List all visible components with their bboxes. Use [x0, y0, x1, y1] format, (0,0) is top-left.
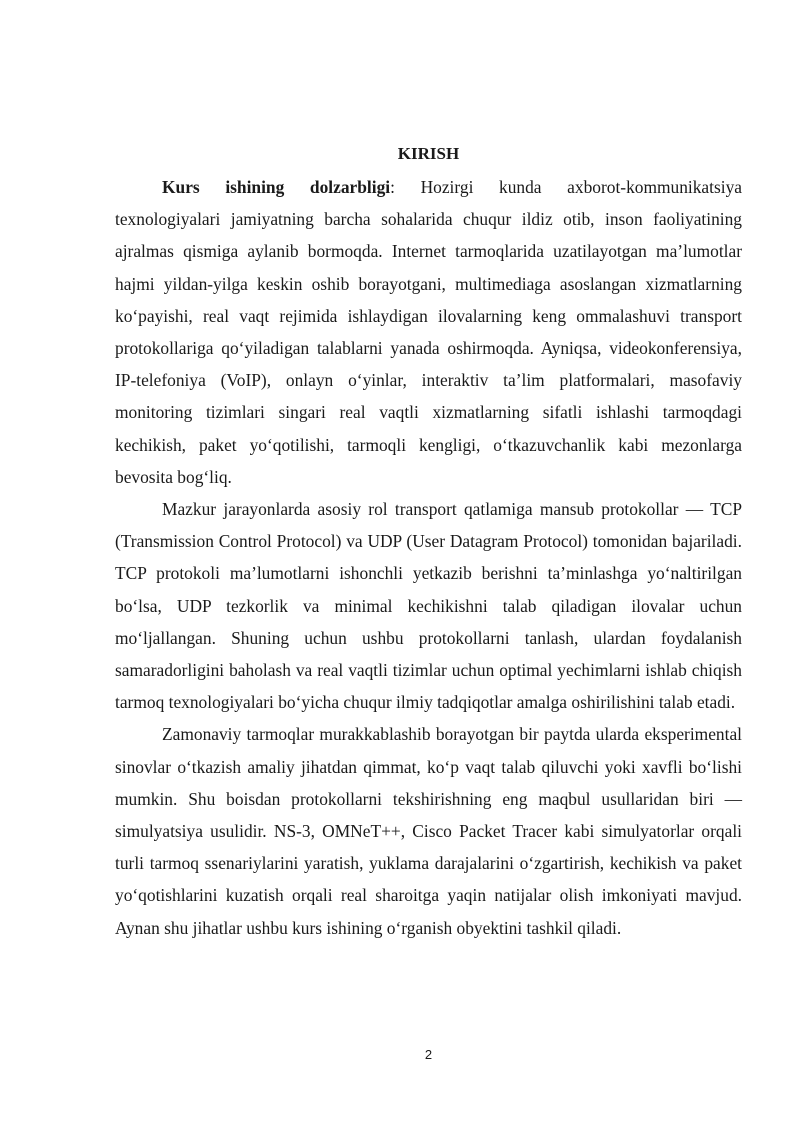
paragraph-protocols: Mazkur jarayonlarda asosiy rol transport qatlamiga mansub protokollar — TCP (Transmission Control Protocol) va UDP (User Datagram Protocol) tomonidan bajariladi. TCP protokoli ma’lumotlarni ishonchli yetkazib berishni ta’minlashga yo‘naltirilgan bo‘lsa, UDP tezkorlik va minimal kechikishni talab qiladigan ilovalar uchun mo‘ljallangan. Shuning uchun ushbu protokollarni tanlash, ulardan foydalanish samaradorligini baholash va real vaqtli tizimlar uchun optimal yechimlarni ishlab chiqish tarmoq texnologiyalari bo‘yicha chuqur ilmiy tadqiqotlar amalga oshirilishini talab etadi. [115, 499, 742, 713]
paragraph-lead: Kurs ishining dolzarbligi [162, 177, 391, 197]
paragraph-relevance [115, 171, 742, 493]
body-text [115, 171, 742, 944]
page-number: 2 [424, 1047, 433, 1062]
paragraph-text: : Hozirgi kunda axborot-kommunikatsiya texnologiyalari jamiyatning barcha sohalarida chuqur ildiz otib, inson faoliyatining ajralmas qismiga aylanib bormoqda. Internet tarmoqlarida uzatilayotgan ma’lumotlar hajmi yildan-yilga keskin oshib borayotgani, multimediaga asoslangan xizmatlarning ko‘payishi, real vaqt rejimida ishlaydigan ilovalarning keng ommalashuvi transport protokollariga qo‘yiladigan talablarni yanada oshirmoqda. Ayniqsa, videokonferensiya, IP-telefoniya (VoIP), onlayn o‘yinlar, interaktiv ta’lim platformalari, masofaviy monitoring tizimlari singari real vaqtli xizmatlarning sifatli ishlashi tarmoqdagi kechikish, paket yo‘qotilishi, tarmoqli kengligi, o‘tkazuvchanlik kabi mezonlarga bevosita bog‘liq. [115, 177, 742, 487]
paragraph-simulation: Zamonaviy tarmoqlar murakkablashib borayotgan bir paytda ularda eksperimental sinovlar o‘tkazish amaliy jihatdan qimmat, ko‘p vaqt talab qiluvchi yoki xavfli bo‘lishi mumkin. Shu boisdan protokollarni tekshirishning eng maqbul usullaridan biri — simulyatsiya usulidir. NS-3, OMNeT++, Cisco Packet Tracer kabi simulyatorlar orqali turli tarmoq ssenariylarini yaratish, yuklama darajalarini o‘zgartirish, kechikish va paket yo‘qotishlarini kuzatish orqali real sharoitga yaqin natijalar olish imkoniyati mavjud. Aynan shu jihatlar ushbu kurs ishining o‘rganish obyektini tashkil qiladi. [115, 724, 742, 938]
page-title: KIRISH [397, 144, 460, 163]
